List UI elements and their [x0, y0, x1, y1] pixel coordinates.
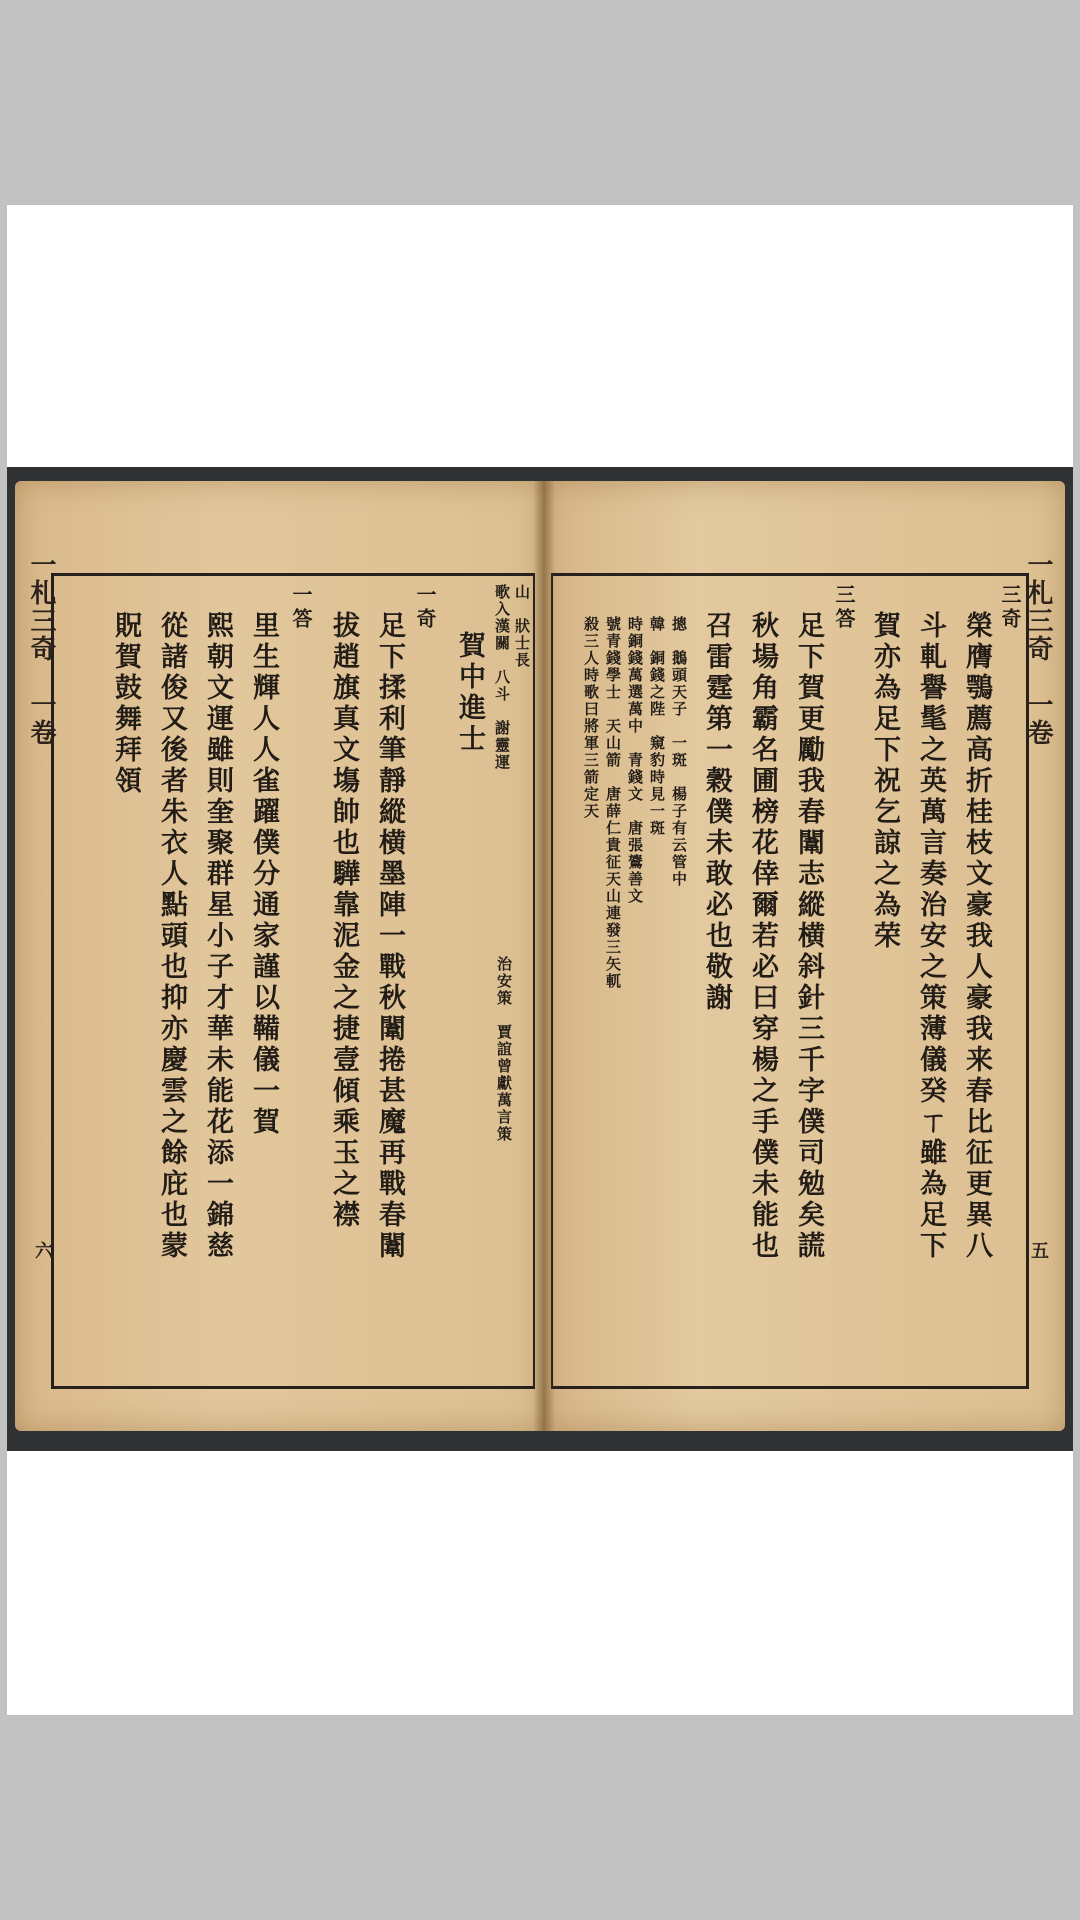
text-column: 治安策 賈誼曾獻萬言策 — [495, 956, 513, 1143]
right-page — [543, 481, 1065, 1431]
book-gutter — [533, 481, 555, 1431]
text-column: 一奇 — [413, 584, 437, 632]
text-column: 榮膺鶚薦高折桂枝文豪我人豪我来春比征更異八 — [961, 611, 992, 1262]
right-folio: 五 — [1028, 1241, 1049, 1259]
text-column: 山 狀士長 — [513, 584, 531, 669]
text-column: 一答 — [289, 584, 313, 632]
left-text-frame — [51, 573, 535, 1389]
text-column: 里生輝人人雀躍僕分通家謹以鞴儀一賀 — [248, 611, 279, 1138]
text-column: 足下賀更勵我春闈志縱横斜針三千字僕司勉矣謊 — [793, 611, 824, 1262]
text-column: 拔趙旗真文塲帥也驊靠泥金之捷壹傾乘玉之襟 — [328, 611, 359, 1231]
text-column: 熙朝文運雖則奎聚群星小子才華未能花添一錦慈 — [202, 611, 233, 1262]
text-column: 韓 銅錢之陛 窺豹時見一斑 — [648, 616, 666, 837]
text-column: 殺三人時歌曰將軍三箭定天 — [582, 616, 600, 820]
text-column: 召雷霆第一穀僕未敢必也敬謝 — [701, 611, 732, 1014]
left-margin-title: 一札三奇 一卷 — [26, 551, 56, 747]
text-column: 號青錢學士 天山箭 唐薛仁貴征天山連發三矢軏 — [604, 616, 622, 990]
text-column: 歌入漢關 八斗 謝靈運 — [493, 584, 511, 771]
right-margin-title: 一札三奇 一卷 — [1023, 551, 1053, 747]
text-column: 摠 鵝頭天子 一斑 楊子有云管中 — [670, 616, 688, 888]
book-scan — [7, 467, 1073, 1451]
text-column: 斗軋譽髦之英萬言奏治安之策薄儀癸ㄒ雖為足下 — [915, 611, 946, 1262]
text-column: 三奇 — [998, 584, 1022, 632]
left-folio: 六 — [32, 1241, 53, 1259]
text-column: 足下揉利筆靜縱横墨陣一戰秋闈捲甚魔再戰春闈 — [374, 611, 405, 1262]
text-column: 時銅錢萬選萬中 青錢文 唐張鷟善文 — [626, 616, 644, 905]
text-column: 三答 — [832, 584, 856, 632]
left-page — [15, 481, 543, 1431]
text-column: 賀亦為足下祝乞諒之為荣 — [869, 611, 900, 952]
right-text-frame — [551, 573, 1029, 1389]
text-column: 賀中進士 — [454, 631, 485, 755]
text-column: 從諸俊又後者朱衣人點頭也抑亦慶雲之餘庇也蒙 — [156, 611, 187, 1262]
text-column: 貺賀鼓舞拜領 — [110, 611, 141, 797]
text-column: 秋場角霸名圃榜花倖爾若必曰穿楊之手僕未能也 — [747, 611, 778, 1262]
